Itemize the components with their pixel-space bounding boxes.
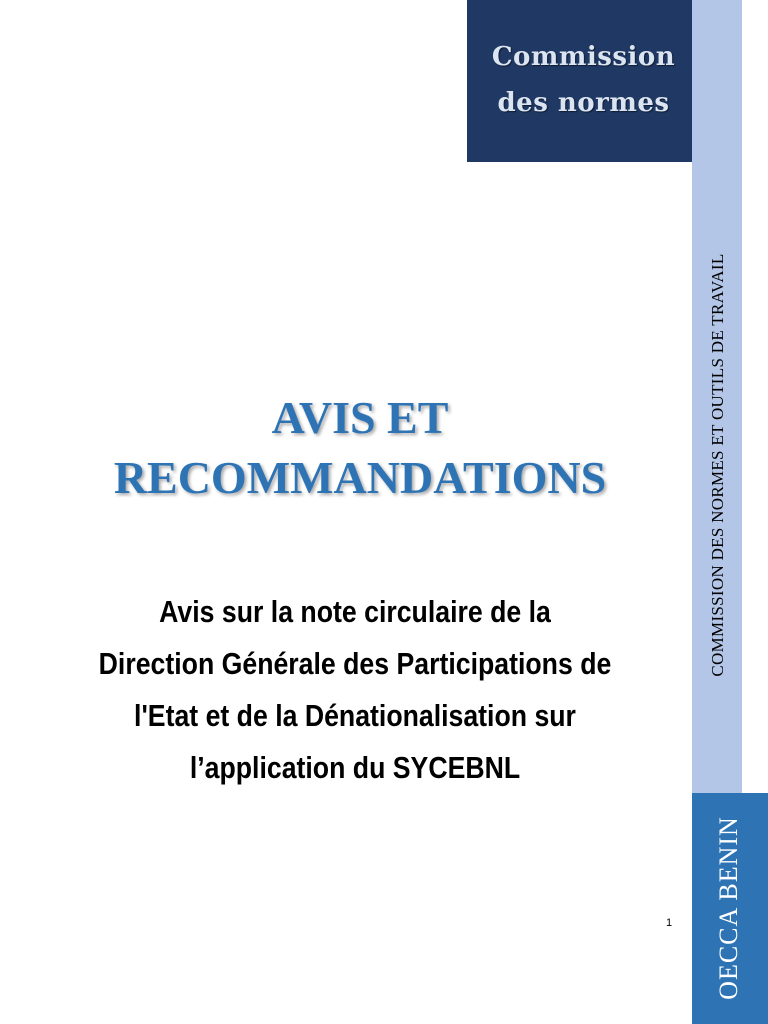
document-subtitle (67, 586, 643, 794)
logo-line-2: des normes (497, 88, 670, 118)
organization-name: OECCA BENIN (714, 816, 743, 1000)
subtitle-line-4: l’application du SYCEBNL (189, 750, 521, 785)
subtitle-line-2: Direction Générale des Participations de (98, 646, 612, 681)
sidebar-vertical-title: COMMISSION DES NORMES ET OUTILS DE TRAVAIL (708, 253, 727, 677)
main-title-line-1: AVIS ET (271, 392, 449, 443)
side-strip-margin (742, 0, 768, 793)
page-number: 1 (666, 917, 673, 929)
main-title (30, 388, 690, 508)
subtitle-line-3: l'Etat et de la Dénationalisation sur (134, 698, 576, 733)
commission-logo (467, 0, 692, 162)
logo-line-1: Commission (491, 42, 676, 72)
main-title-line-2: RECOMMANDATIONS (113, 452, 607, 503)
subtitle-line-1: Avis sur la note circulaire de la (159, 594, 551, 629)
